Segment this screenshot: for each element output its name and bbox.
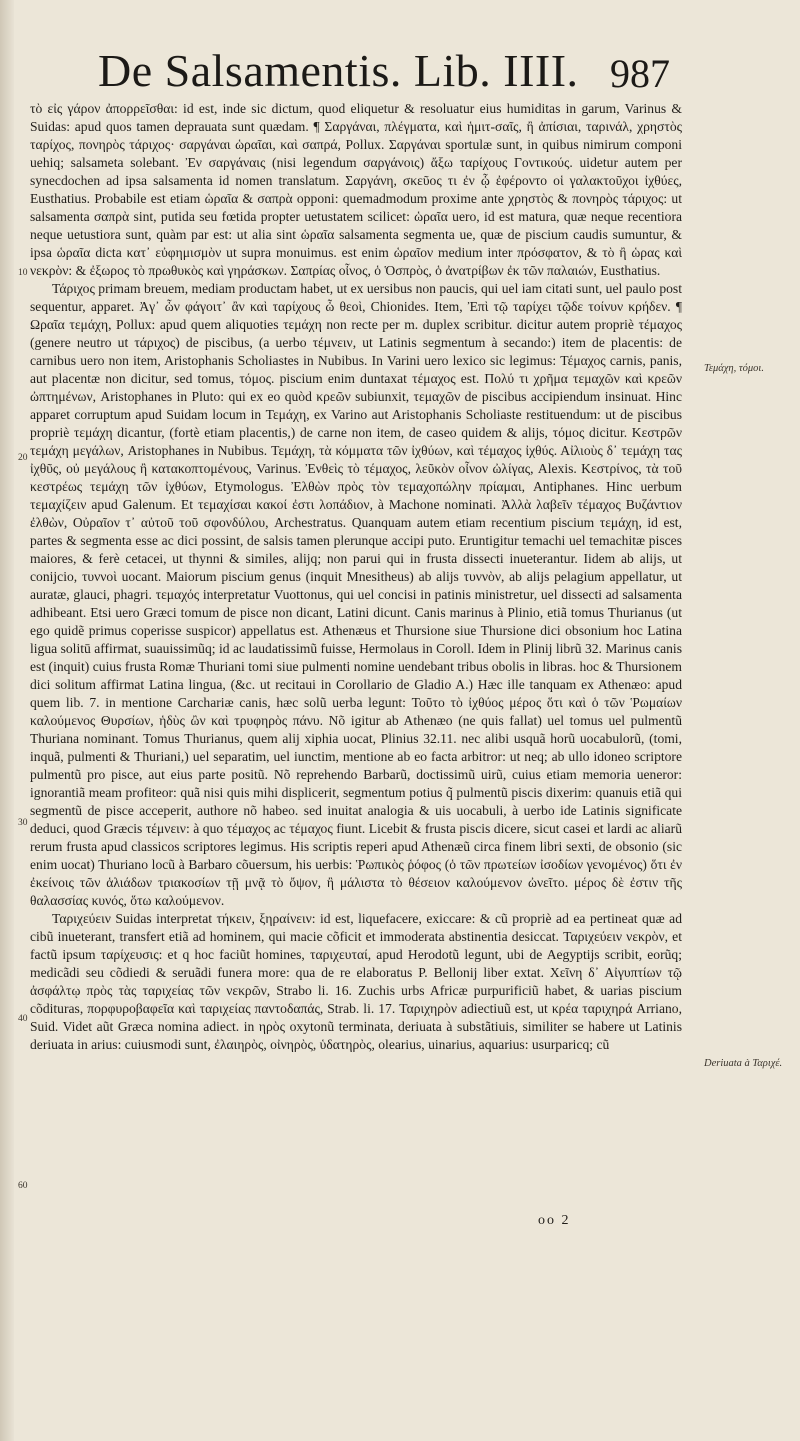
- line-number-10: 10: [18, 268, 28, 278]
- page-number: 987: [610, 51, 670, 96]
- catchword-signature: oo 2: [538, 1213, 571, 1228]
- line-number-40: 40: [18, 1014, 28, 1024]
- line-number-60: 60: [18, 1181, 28, 1191]
- page-header: [0, 44, 800, 104]
- margin-note-temache: Τεμάχη, τόμοι.: [704, 363, 764, 374]
- line-number-20: 20: [18, 453, 28, 463]
- paragraph-1: τὸ εἰς γάρον ἀπορρεῖσθαι: id est, inde sic dictum, quod eliquetur & resoluatur eius humiditas in garum, Varinus & Suidas: apud quos tamen deprauata sunt quædam. ¶ Σαργάναι, πλέγματα, καὶ ἡμιτ-σαῖς, ἢ ἀπίσιαι, ταρινάλ, χρηστὸς ταρίχος, πονηρὸς τάριχος· σαργάναι ὡραῖαι, καὶ σαπρά, Pollux. Σαργάναι sportulæ sunt, in quibus nimirum componi uehiq; salsameta solebant. Ἐν σαργάναις (nisi legendum σαργάνοις) ἄξω ταρίχους Γοντικούς. uidetur autem per synecdochen ad ipsa salsamenta id nomen translatum. Σαργάνη, σκεῦος τι ἐν ᾧ ἐφέροντο οἱ γαλακτοῦχοι ἰχθύες, Eusthatius. Probabile est etiam ὡραῖα & σαπρὰ opponi: quemadmodum proxime ante χρηστὸς & πονηρὸς τάριχος: ut salsamenta σαπρὰ sint, putida seu fœtida propter uetustatem scilicet: ὡραῖα uero, id est matura, quæ neque recentiora neque uetustiora sunt, quàm par est: ut alia sint ὡραῖα salsamenta segmenta ue, quæ de piscium caudis sumuntur, & ipsa ὡραῖα dicta κατ᾽ εὐφημισμὸν ut supra monuimus. est enim ὡραῖον medium inter πρόσφατον, & τὸ ἢ ὡρας καὶ νεκρὸν: & ἐξωρος τὸ πρωθυκὸς καὶ γηράσκων. Σαπρίας οἶνος, ὁ Ὁσπρὸς, ὁ ἀνατρίβων ἐκ τῶν παλαιών, Eusthatius.: [30, 101, 682, 278]
- running-title: De Salsamentis. Lib. IIII.: [98, 45, 579, 96]
- margin-note-deriuata: Deriuata à Ταριχέ.: [704, 1058, 783, 1069]
- paragraph-3: Ταριχεύειν Suidas interpretat τήκειν, ξηραίνειν: id est, liquefacere, exiccare: & cũ propriè ad ea pertineat quæ ad cibũ inueterant, transfert etiã ad hominem, qui macie cõficit et immoderata abstinentia desiccat. Ταριχεύειν νεκρὸν, et factũ ipsum ταρίχευσις: et q hoc faciũt homines, ταριχευταί, apud Herodotũ legunt, ubi de Aegyptijs scribit, eorũq; medicãdi seu cõdiedi & seruãdi funera more: qua de re elaboratus P. Bellonij liber extat. Χεῖνη δ᾽ Αἰγυπτίων τῷ ἀσφάλτῳ πρὸς τὰς ταριχείας τῶν νεκρῶν, Strabo li. 16. Zuchis urbs Africæ purpurificiũ habet, & uarias piscium cõdituras, πορφυροβαφεῖα καὶ ταριχείας παντοδαπάς, Strab. li. 17. Ταριχηρὸν adiectiuũ est, ut κρέα ταριχηρά Arriano, Suid. Videt aũt Græca nomina adiect. in ηρὸς oxytonũ terminata, deriuata à substãtiuis, similiter se habere ut Latinis deriuata in arius: cuiusmodi sunt, ἐλαιηρὸς, οἰνηρὸς, ὑδατηρὸς, olearius, uinarius, aquarius: usurparicq; cũ: [30, 911, 682, 1052]
- main-text-column: [30, 100, 682, 1054]
- page-gutter-shadow: [0, 0, 14, 1441]
- paragraph-2: Τάριχος primam breuem, mediam productam habet, ut ex uersibus non paucis, qui uel iam citati sunt, uel paulo post sequentur, apparet. Ἀγ᾽ ὦν φάγοιτ᾽ ἂν καὶ ταρίχους ὦ θεοὶ, Chionides. Item, Ἐπὶ τῷ ταρίχει τῷδε τοίνυν κρήδεν. ¶ Ωραῖα τεμάχη, Pollux: apud quem aliquoties τεμάχη non recte per m. duplex scribitur. dicitur autem propriè τέμαχος (genere neutro ut τάριχος) de piscibus, (a uerbo τέμνειν, ut Latinis segmentum à secando:) item de placentis: de carnibus uero non item, Aristophanis Scholiastes in Nubibus. In Varini uero lexico sic legimus: Τέμαχος carnis, panis, aut placentæ non dicitur, sed tomus, τόμος. piscium enim duntaxat τέμαχος est. Πολύ τι χρῆμα τεμαχῶν καὶ κρεῶν ὠπτημένων, Aristophanes in Pluto: qui ex eo quòd κρεῶν subiunxit, τεμαχῶν de piscibus accipiendum insinuat. Hinc apparet corruptum apud Suidam locum in Τεμάχη, ex Varino aut Aristophanis Scholiaste restituendum: ut de piscibus propriè τεμάχη dicantur, (fortè etiam placentis,) de carne non item, de caseo quidem & alijs, τόμος dicitur. Κεστρῶν τεμάχη μεγάλων, Aristophanes in Nubibus. Τεμάχη, τὰ κόμματα τῶν ἰχθύων, καὶ τέμαχος ἰχθύς. Αἰλιοὺς δ᾽ τεμάχη τας ἰχθῦς, οὐ μεγάλους ἢ κατακοπτομένους, Varinus. Ἐνθεὶς τὸ τέμαχος, λεῦκὸν οἶνον ὠλίγας, Alexis. Κεστρίνος, τὰ τοῦ κεστρέως τεμάχη τῶν ἰχθύων, Etymologus. Ἐλθὼν πρὸς τὸν τεμαχοπώλην πρίαμαι, Antiphanes. Hinc uerbum τεμαχίζειν apud Galenum. Et τεμαχίσαι κακοί ἐστι λοπάδιον, à Machone nominati. Ἀλλὰ λαβεῖν τέμαχος Βυζάντιον ἐλθὼν, Οὐραῖον τ᾽ αὐτοῦ τοῦ σφονδύλου, Archestratus. Quanquam autem etiam recentium piscium τεμάχη, id est, partes & segmenta esse ac dici possint, de salsis tamen plerunque accipi puto. Eruntigitur temachi uel temachitæ pisces maiores, & ferè cetacei, ut thynni & similes, alijq; non parui qui in frusta dissecti inueterantur. Iidem ab alijs, ut conijcio, τυννοὶ uocant. Maiorum piscium genus (inquit Mnesitheus) ab alijs τυννὸν, ab alijs pelagium appellatur, ut auratæ, glauci, phagri. τεμαχός interpretatur Vuottonus, qui uel concisi in patinis ministretur, uel dissecti ad salsamenta adhibeant. Etsi uero Græci tomum de pisce non dicant, Latini dicunt. Canis marinus à Plinio, etiã tomus Thurianus (ut ego quidẽ primus coperisse suspicor) appellatus est. Athenæus et Thursione siue Thursione dici obsonium hoc Latina ligua solitū affirmat, suauissimũq; id ac laudatissimũ fuisse, Hermolaus in Coroll. Idem in Plinij librũ 32. Marinus canis est (inquit) cuius frusta Romæ Thuriani tomi siue pulmenti nomine uendebant tribus obolis in libras. hoc & Thursionem dici solitum affirmat Latina lingua, (&c. ut recitaui in Corollario de Gladio A.) Hæc ille tanquam ex Athenæo: apud quem lib. 7. in mentione Carchariæ canis, hæc solũ uerba legunt: Τοῦτο τὸ ἰχθύος μέρος ὅτι καὶ ὁ τῶν Ῥωμαίων καλούμενος Θυρσίων, ἡδὺς ὢν καὶ τρυφηρὸς πάνυ. Nõ igitur ab Athenæo (ne quis fallat) uel tomus uel pulmentũ Thuriana nominant. Tomus Thurianus, quem alij xiphia uocat, Plinius 32.11. nec alibi usquã horũ uocabulorũ, (tomi, inquã, pulmenti & Thuriani,) uel separatim, uel iunctim, mentione ab eo facta arbitror: ut neq; ab ullo idoneo scriptore pulmentũ pro pisce, aut eius parte positũ. Nõ reprehendo Barbarũ, doctissimũ uirũ, cuius etiam memoria ueneror: ignorantiã meam profiteor: quã nisi quis mihi displicerit, segmentum potius q̃ pulmentũ piscis dixerim: quanuis etiã qui segmentũ de pisce acceperit, authore nõ habeo. sed inuitat analogia & uis uocabuli, à uerbo ide Latinis significate deduci, quod Græcis τέμνειν: à quo τέμαχος ac τέμαχος fiunt. Licebit & frusta piscis dicere, sicut casei et lardi ac aliarũ rerum frusta apud classicos scriptores legimus. His scriptis reperi apud Athenæũ circa finem libri sexti, de obsonio (sic enim uocat) Thuriano locũ à Barbaro cõuersum, his uerbis: Ῥωπικὸς ῥόφος (ὁ τῶν πρωτείων ἰσοδίων γενομένος) ὅτι ἐν ἐκείνοις τῶν ἁλιάδων τριακοσίων τῇ μνᾷ τὸ ὄψον, ἢ μάλιστα τὸ θέσειον καλούμενον ὠνεῖτο. μέρος δὲ ἐστιν τῆς θαλασσίας κυνός, ὅτω καλούμενον.: [30, 281, 682, 908]
- line-number-30: 30: [18, 818, 28, 828]
